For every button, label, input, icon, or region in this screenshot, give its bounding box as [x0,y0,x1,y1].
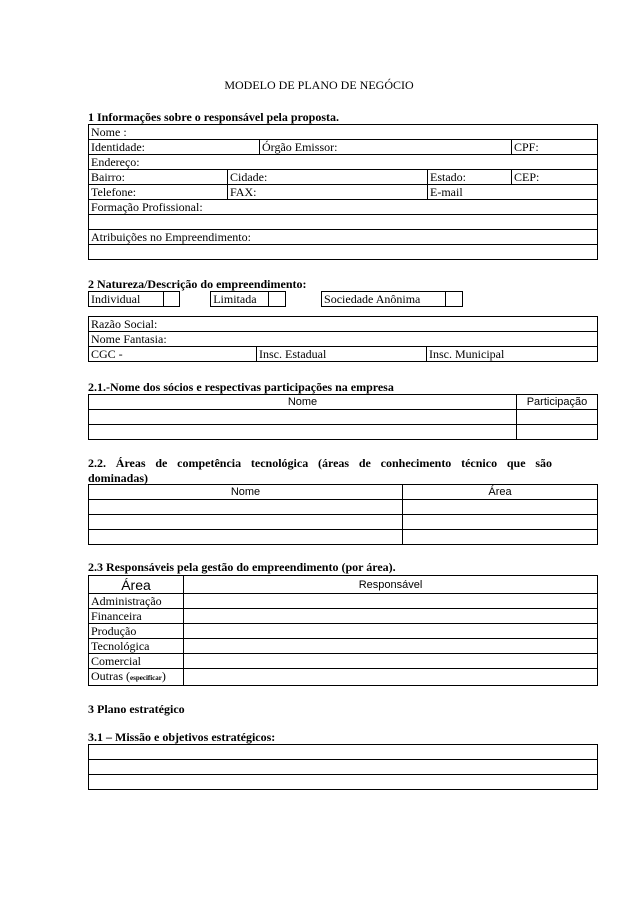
tech-row-area[interactable] [403,530,598,545]
section-3-heading: 3 Plano estratégico [88,702,185,716]
tech-row-nome[interactable] [89,500,403,515]
fax-field[interactable]: FAX: [228,185,428,200]
mgmt-responsavel-field[interactable] [184,609,598,624]
mgmt-area-tecnologica: Tecnológica [89,639,184,654]
mgmt-responsavel-field[interactable] [184,624,598,639]
mgmt-area-financeira: Financeira [89,609,184,624]
cidade-field[interactable]: Cidade: [228,170,428,185]
partners-table [88,394,598,440]
formacao-field[interactable]: Formação Profissional: [89,200,598,215]
mgmt-col-responsavel: Responsável [184,576,598,594]
spacer [180,292,211,307]
tech-row-nome[interactable] [89,530,403,545]
insc-municipal-field[interactable]: Insc. Municipal [427,347,598,362]
section-2-heading: 2 Natureza/Descrição do empreendimento: [88,277,307,291]
sociedade-label: Sociedade Anônima [322,292,446,307]
email-field[interactable]: E-mail [428,185,598,200]
identidade-field[interactable]: Identidade: [89,140,260,155]
document-title: MODELO DE PLANO DE NEGÓCIO [224,78,414,92]
orgao-emissor-field[interactable]: Órgão Emissor: [260,140,512,155]
partners-row-participacao[interactable] [517,410,598,425]
spacer [285,292,321,307]
mgmt-area-administracao: Administração [89,594,184,609]
partners-col-nome: Nome [89,395,517,410]
insc-estadual-field[interactable]: Insc. Estadual [257,347,427,362]
telefone-field[interactable]: Telefone: [89,185,228,200]
mgmt-responsavel-field[interactable] [184,669,598,686]
nome-field[interactable]: Nome : [89,125,598,140]
endereco-field[interactable]: Endereço: [89,155,598,170]
mission-row[interactable] [89,775,598,790]
tech-col-nome: Nome [89,485,403,500]
razao-social-field[interactable]: Razão Social: [89,317,598,332]
atribuicoes-field[interactable]: Atribuições no Empreendimento: [89,230,598,245]
section-2-2-heading-line1: 2.2. Áreas de competência tecnológica (áreas de conhecimento técnico que são [88,456,552,470]
mgmt-responsavel-field[interactable] [184,639,598,654]
section-2-1-heading: 2.1.-Nome dos sócios e respectivas participações na empresa [88,380,394,394]
nome-fantasia-field[interactable]: Nome Fantasia: [89,332,598,347]
section-2-2-heading-line2: dominadas) [88,471,149,485]
limitada-label: Limitada [211,292,269,307]
mission-row[interactable] [89,760,598,775]
company-info-table [88,316,598,362]
formacao-blank-row[interactable] [89,215,598,230]
mgmt-area-producao: Produção [89,624,184,639]
responsible-info-table [88,124,598,260]
mgmt-area-comercial: Comercial [89,654,184,669]
section-3-1-heading: 3.1 – Missão e objetivos estratégicos: [88,730,276,744]
partners-col-participacao: Participação [517,395,598,410]
estado-field[interactable]: Estado: [428,170,512,185]
tech-row-area[interactable] [403,500,598,515]
bairro-field[interactable]: Bairro: [89,170,228,185]
cgc-field[interactable]: CGC - [89,347,257,362]
outras-close: ) [161,669,166,683]
tech-row-nome[interactable] [89,515,403,530]
tech-col-area: Área [403,485,598,500]
mgmt-col-area: Área [89,576,184,594]
section-2-3-heading: 2.3 Responsáveis pela gestão do empreendimento (por área). [88,560,396,574]
limitada-checkbox[interactable] [269,292,286,307]
sociedade-checkbox[interactable] [446,292,463,307]
partners-row-nome[interactable] [89,425,517,440]
outras-label: Outras ( [91,669,130,683]
section-2-2-heading [88,456,552,486]
cpf-field[interactable]: CPF: [512,140,598,155]
especificar-label: especificar [130,674,162,682]
individual-label: Individual [89,292,164,307]
tech-areas-table [88,484,598,545]
partners-row-participacao[interactable] [517,425,598,440]
mgmt-responsavel-field[interactable] [184,594,598,609]
cep-field[interactable]: CEP: [512,170,598,185]
section-1-heading: 1 Informações sobre o responsável pela proposta. [88,110,340,124]
partners-row-nome[interactable] [89,410,517,425]
management-table [88,575,598,686]
nature-checkbox-table [88,291,463,307]
atribuicoes-blank-row[interactable] [89,245,598,260]
mgmt-responsavel-field[interactable] [184,654,598,669]
individual-checkbox[interactable] [163,292,180,307]
mission-row[interactable] [89,745,598,760]
mgmt-area-outras [89,669,184,686]
tech-row-area[interactable] [403,515,598,530]
mission-table [88,744,598,790]
